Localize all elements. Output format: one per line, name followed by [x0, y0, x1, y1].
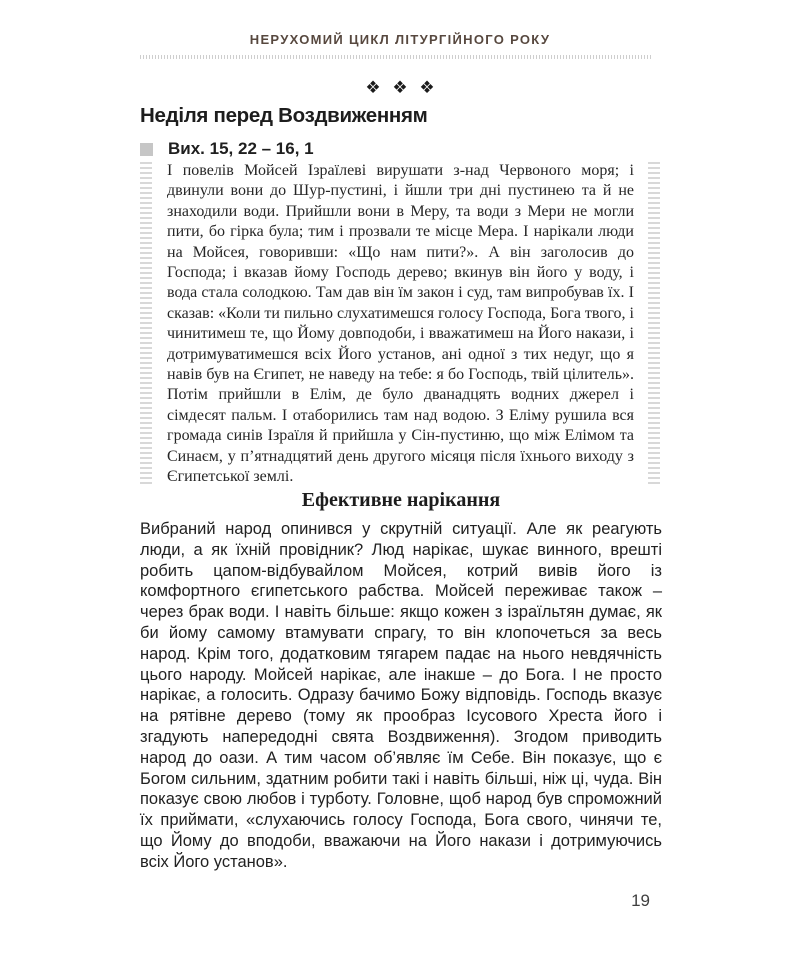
scripture-reference-row: [140, 139, 314, 159]
scripture-reference: Вих. 15, 22 – 16, 1: [168, 139, 314, 158]
reading-title: Неділя перед Воздвиженням: [140, 104, 428, 127]
scripture-reading: [140, 161, 660, 488]
left-stripe-decoration: [140, 162, 152, 486]
page-number: 19: [631, 891, 650, 910]
right-stripe-decoration: [648, 162, 660, 486]
ornament-divider-icon: ❖ ❖ ❖: [365, 78, 435, 97]
header-divider: [140, 55, 652, 59]
reference-bullet-icon: [140, 143, 153, 156]
commentary-text: Вибраний народ опинився у скрутній ситуації. Але як реагують люди, а як їхній провідник? Люд нарікає, шукає винного, врешті робить цапом-відбувайлом Мойсея, котрий вивів його із комфортного єгипетського рабства. Мойсей переживає також – через брак води. І навіть більше: якщо кожен з ізраїльтян думає, як би йому самому втамувати спрагу, то він клопочеться за весь народ. Крім того, додатковим тягарем падає на нього невдячність цього народу. Мойсей нарікає, але інакше – до Бога. І не просто нарікає, а голосить. Одразу бачимо Божу відповідь. Господь вказує на рятівне дерево (тому як прообраз Ісусового Хреста його і згадують напередодні свята Воздвиження). Згодом приводить народ до оази. А тим часом об’являє їм Себе. Він показує, що є Богом сильним, здатним робити такі і навіть більші, ніж ці, чуда. Він показує свою любов і турботу. Головне, щоб народ був спроможний їх приймати, «слухаючись голосу Господа, Бога свого, чинячи те, що Йому до вподоби, вважаючи на Його накази і дотримуючись всіх Його установ».: [140, 520, 662, 871]
commentary-title: Ефективне нарікання: [301, 489, 501, 511]
commentary-section: [140, 489, 662, 873]
running-header: НЕРУХОМИЙ ЦИКЛ ЛІТУРГІЙНОГО РОКУ: [249, 32, 551, 47]
scripture-text: І повелів Мойсей Ізраїлеві вирушати з-над Червоного моря; і двинули вони до Шур-пустині, і йшли три дні пустинею та й не знаходили води. Прийшли вони в Меру, та води з Мери не могли пити, бо гірка була; тим і прозвали те місце Мера. І нарікали люди на Мойсея, говоривши: «Що нам пити?». А він заголосив до Господа; і вказав йому Господь дерево; вкинув він його у воду, і вода стала солодкою. Там дав він їм закон і суд, там випробував їх. І сказав: «Коли ти пильно слухатимешся голосу Господа, Бога твого, і чинитимеш те, що Йому довподоби, і вважатимеш на Його накази, і дотримуватимешся всіх Його установ, ані одної з тих недуг, що я навів був на Єгипет, не наведу на тебе: я бо Господь, твій цілитель». Потім прийшли в Елім, де було дванадцять водних джерел і сімдесят пальм. І отаборились там над водою. З Еліму рушила вся громада синів Ізраїля й прийшла у Сін-пустиню, що між Елімом та Синаєм, у п’ятнадцятий день другого місяця після їхнього виходу з Єгипетської землі.: [167, 162, 634, 486]
